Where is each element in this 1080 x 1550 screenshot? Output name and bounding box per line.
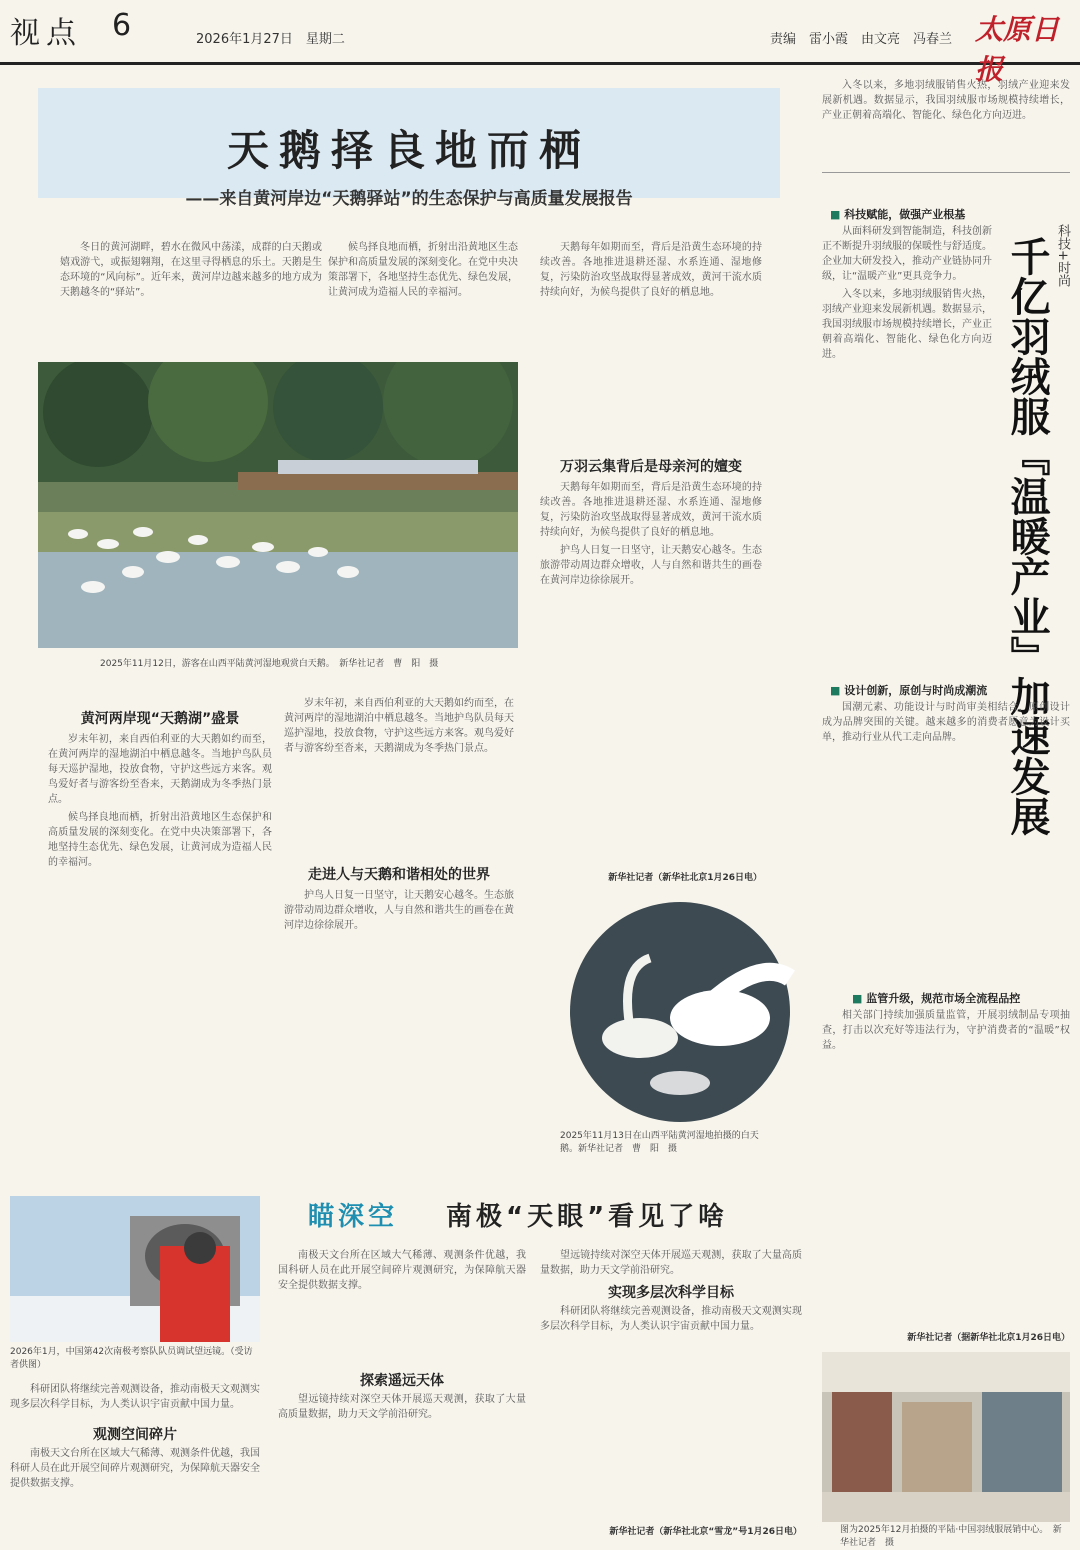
feature-col-2a: 岁末年初，来自西伯利亚的大天鹅如约而至，在黄河两岸的湿地湖泊中栖息越冬。当地护鸟队员每天巡护湿地，投放食物，守护这些远方来客。观鸟爱好者与游客纷至沓来，天鹅湖成为冬季热门景点。 [284,698,514,754]
sidebar-heading-tech: ■ 科技赋能，做强产业根基 [830,206,990,222]
feature-subtitle: ——来自黄河岸边“天鹅驿站”的生态保护与高质量发展报告 [185,189,633,209]
masthead [0,0,1080,86]
page-number: 6 [112,8,132,43]
feature-right-text-2: 天鹅每年如期而至，背后是沿黄生态环境的持续改善。各地推进退耕还湿、水系连通、湿地修复，污染防治攻坚战取得显著成效，黄河干流水质持续向好，为候鸟提供了良好的栖息地。 护鸟人日复一日坚守，让天鹅安心越冬。生态旅游带动周边群众增收，人与自然和谐共生的画卷在黄河岸边徐徐展开。 [540,482,762,586]
issue-date: 2026年1月27日 星期二 [196,32,345,47]
bottom-col-2a: 南极天文台所在区域大气稀薄、观测条件优越，我国科研人员在此开展空间碎片观测研究，为保障航天器安全提供数据支撑。 [278,1250,526,1291]
section-heading-goals: 实现多层次科学目标 [608,1285,734,1301]
bottom-col-1b: 南极天文台所在区域大气稀薄、观测条件优越，我国科研人员在此开展空间碎片观测研究，为保障航天器安全提供数据支撑。 [10,1448,260,1489]
section-name: 视点 [10,16,82,51]
sidebar-heading-design: ■ 设计创新，原创与时尚成潮流 [830,682,1030,698]
sidebar-tag: 科技+时尚 [1055,223,1070,287]
newspaper-logo: 太原日报 [975,13,1060,86]
section-heading-debris: 观测空间碎片 [93,1427,177,1443]
sidebar-intro: 入冬以来，多地羽绒服销售火热，羽绒产业迎来发展新机遇。数据显示，我国羽绒服市场规模持续增长，产业正朝着高端化、智能化、绿色化方向迈进。 [822,80,1070,121]
feature-lead-1: 冬日的黄河湖畔，碧水在微风中荡漾，成群的白天鹅或嬉戏游弋，或振翅翱翔，在这里寻得栖息的乐土。天鹅是生态环境的“风向标”。近年来，黄河岸边越来越多的地方成为天鹅越冬的“驿站”。 [60,242,322,298]
telescope-caption: 2026年1月，中国第42次南极考察队队员调试望远镜。（受访者供图） [10,1347,253,1370]
feature-title: 天鹅择良地而栖 [226,126,591,175]
section-heading-mother-river: 万羽云集背后是母亲河的嬗变 [560,459,742,475]
sidebar-text-1: 从面料研发到智能制造，科技创新正不断提升羽绒服的保暖性与舒适度。企业加大研发投入，推动产业链协同升级，让“温暖产业”更具竞争力。 入冬以来，多地羽绒服销售火热，羽绒产业迎来发展新机遇。数据显示，我国羽绒服市场规模持续增长，产业正朝着高端化、智能化、绿色化方向迈进。 [822,226,992,360]
feature-lead-2: 候鸟择良地而栖，折射出沿黄地区生态保护和高质量发展的深刻变化。在党中央决策部署下，各地坚持生态优先、绿色发展，让黄河成为造福人民的幸福河。 [328,242,518,298]
feature-col-2b: 护鸟人日复一日坚守，让天鹅安心越冬。生态旅游带动周边群众增收，人与自然和谐共生的画卷在黄河岸边徐徐展开。 [284,890,514,931]
feature-header [38,88,780,209]
feature-col-1: 岁末年初，来自西伯利亚的大天鹅如约而至，在黄河两岸的湿地湖泊中栖息越冬。当地护鸟队员每天巡护湿地，投放食物，守护这些远方来客。观鸟爱好者与游客纷至沓来，天鹅湖成为冬季热门景点。 候鸟择良地而栖，折射出沿黄地区生态保护和高质量发展的深刻变化。在党中央决策部署下，各地坚持生态优先、绿色发展，让黄河成为造福人民的幸福河。 [48,734,272,868]
sidebar-heading-regulation: ■ 监管升级，规范市场全流程品控 [852,990,1052,1006]
section-heading-celestial: 探索遥远天体 [360,1373,444,1389]
photo1-caption: 2025年11月12日，游客在山西平陆黄河湿地观赏白天鹅。 新华社记者 曹 阳 摄 [100,659,439,669]
swan-lake-photo [38,362,518,648]
swan-circle-photo [560,898,808,1126]
bottom-title: 南极“天眼”看见了啥 [446,1202,729,1232]
mall-photo-caption: 图为2025年12月拍摄的平陆·中国羽绒服展销中心。 新华社记者 摄 [840,1525,1062,1548]
bottom-col-2b: 望远镜持续对深空天体开展巡天观测，获取了大量高质量数据，助力天文学前沿研究。 [278,1394,526,1420]
bottom-title-band [278,1196,762,1240]
bottom-col-1a: 科研团队将继续完善观测设备，推动南极天文观测实现多层次科学目标，为人类认识宇宙贡献中国力量。 [10,1384,260,1410]
sidebar-divider [822,172,1070,173]
section-heading-swan-lake: 黄河两岸现“天鹅湖”盛景 [80,711,240,727]
feature-right-text-1: 天鹅每年如期而至，背后是沿黄生态环境的持续改善。各地推进退耕还湿、水系连通、湿地修复，污染防治攻坚战取得显著成效，黄河干流水质持续向好，为候鸟提供了良好的栖息地。 [540,242,762,298]
sidebar-byline: 新华社记者（据新华社北京1月26日电） [907,1333,1070,1343]
photo2-caption: 2025年11月13日在山西平陆黄河湿地拍摄的白天鹅。新华社记者 曹 阳 摄 [560,1131,759,1154]
bottom-col-3b: 科研团队将继续完善观测设备，推动南极天文观测实现多层次科学目标，为人类认识宇宙贡献中国力量。 [540,1306,802,1332]
editors: 责编 雷小霞 由文亮 冯春兰 [770,32,953,47]
bottom-byline: 新华社记者（新华社北京“雪龙”号1月26日电） [609,1527,802,1537]
telescope-photo [10,1196,260,1342]
sidebar-title: 千亿羽绒服『温暖产业』加速发展 [1004,236,1051,836]
sidebar-text-3: 相关部门持续加强质量监管，开展羽绒制品专项抽查，打击以次充好等违法行为，守护消费者的“温暖”权益。 [822,1010,1070,1051]
bottom-kicker: 瞄深空 [308,1202,399,1232]
mall-photo [822,1352,1070,1522]
section-heading-harmony: 走进人与天鹅和谐相处的世界 [308,867,490,883]
bottom-col-3a: 望远镜持续对深空天体开展巡天观测，获取了大量高质量数据，助力天文学前沿研究。 [540,1250,802,1276]
feature-byline: 新华社记者（新华社北京1月26日电） [608,873,762,883]
sidebar-text-2: 国潮元素、功能设计与时尚审美相结合，原创设计成为品牌突围的关键。越来越多的消费者愿意为设计买单，推动行业从代工走向品牌。 [822,702,1070,743]
